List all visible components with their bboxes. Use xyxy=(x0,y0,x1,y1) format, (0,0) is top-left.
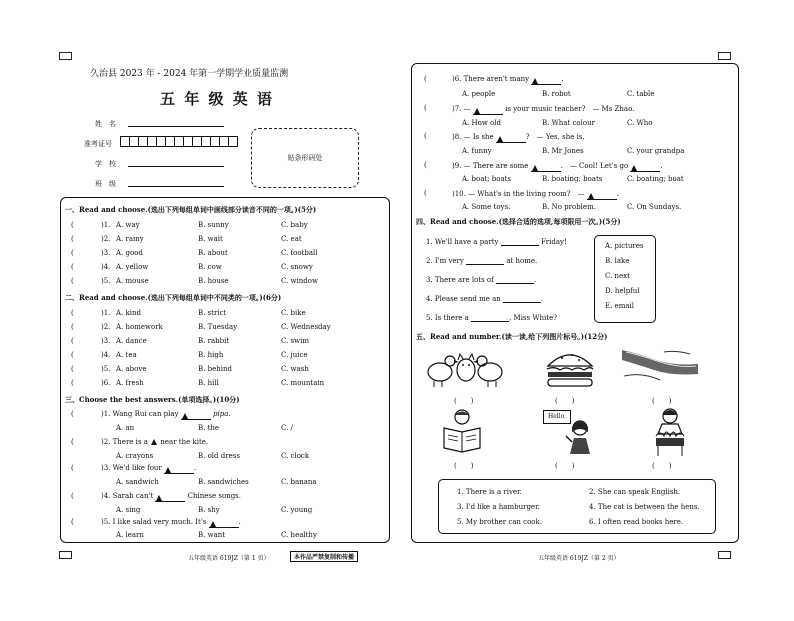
sentence-box xyxy=(438,479,716,534)
list-item: 4. Please send me an . xyxy=(426,295,544,303)
list-item: 1. We'll have a party Friday! xyxy=(426,238,567,246)
list-item: 3. There are lots of . xyxy=(426,276,537,284)
answer-paren[interactable]: ( ) xyxy=(555,462,575,470)
answer-paren[interactable]: ( ) xyxy=(652,397,672,405)
sentence-3: 3. I'd like a hamburger. xyxy=(457,503,540,511)
sentence-1: 1. There is a river. xyxy=(457,488,522,496)
hamburger-picture xyxy=(544,348,596,388)
option-email: E. email xyxy=(605,302,634,310)
section-4-title: 四、Read and choose.(选择合适的选项,每项限用一次。)(5分) xyxy=(416,217,621,226)
right-panel: ( )6. There aren't many . A. people B. robot C. table ( )7. — is your music teacher? — Ms Zhao. A. How old B. What colour C. Who ( )8. — Is she ? — Yes, she is. A. funny B. Mr Jones C. your grandpa ( )9. — There are some . — Cool! Let's go . A. boat; boats B. boating; boats C. boating; boat ( )10. — What's in the living room? — . A. Some toys. B. No problem. C. On Sundays. 四、Read and choose.(选择合适的选项,每项限用一次。)(5分) 1. We'll have a party Friday! 2. I'm very at home. 3. There are lots of . 4. Please send me an . 5. Is there a , Miss White? A. pictures B. lake C. next D. helpful E. email 五、Read and number.(读一读,给下列图片标号。)(12分) ( ) ( ) ( ) Hello. ( ) ( ) ( ) 1. There is a river. 2. She can speak English. 3. I'd like a hamburger. 4. The cat is between the hens. 5. My brother can cook. 6. I often read books here. xyxy=(411,63,739,543)
id-field[interactable] xyxy=(120,136,237,149)
registration-mark xyxy=(718,551,731,559)
option-helpful: D. helpful xyxy=(605,287,640,295)
exam-title: 久治县 2023 年 - 2024 年第一学期学业质量监测 xyxy=(90,69,289,79)
option-next: C. next xyxy=(605,272,630,280)
sentence-5: 5. My brother can cook. xyxy=(457,518,542,526)
id-label: 准考证号 xyxy=(84,140,112,148)
section-3-title: 三、Choose the best answers.(单项选择。)(10分) xyxy=(65,395,240,404)
list-item: 5. Is there a , Miss White? xyxy=(426,314,557,322)
boy-reading-picture xyxy=(436,408,486,456)
list-item: 2. I'm very at home. xyxy=(426,257,538,265)
sentence-2: 2. She can speak English. xyxy=(589,488,681,496)
section-1-title: 一、Read and choose.(选出下列每组单词中画线部分读音不同的一项。)(5分) xyxy=(65,205,317,214)
hello-speech-bubble: Hello. xyxy=(543,410,571,424)
name-field[interactable] xyxy=(128,126,224,127)
name-label: 姓 名 xyxy=(95,120,116,128)
registration-mark xyxy=(718,52,731,60)
barcode-box xyxy=(251,128,359,188)
answer-paren[interactable]: ( ) xyxy=(454,462,474,470)
option-pictures: A. pictures xyxy=(605,242,644,250)
cat-between-hens-picture xyxy=(426,346,506,388)
sentence-6: 6. I often read books here. xyxy=(589,518,684,526)
class-field[interactable] xyxy=(128,186,224,187)
section-5-title: 五、Read and number.(读一读,给下列图片标号。)(12分) xyxy=(416,332,608,341)
sentence-4: 4. The cat is between the hens. xyxy=(589,503,700,511)
school-label: 学 校 xyxy=(95,160,116,168)
answer-paren[interactable]: ( ) xyxy=(652,462,672,470)
options-box xyxy=(594,235,656,323)
barcode-label: 贴条形码处 xyxy=(287,154,323,162)
left-page-footer: 五年级英语 619JZ（第 1 页） xyxy=(188,555,270,562)
school-field[interactable] xyxy=(128,166,224,167)
river-picture xyxy=(620,346,700,386)
copyright-notice: 本作品严禁复制和传播 xyxy=(290,551,358,562)
woman-cooking-picture xyxy=(648,406,692,458)
registration-mark xyxy=(59,551,72,559)
girl-speaking-picture xyxy=(562,418,592,458)
subject-title: 五 年 级 英 语 xyxy=(160,90,274,108)
right-page-footer: 五年级英语 619JZ（第 2 页） xyxy=(538,555,620,562)
class-label: 班 级 xyxy=(95,180,116,188)
answer-paren[interactable]: ( ) xyxy=(555,397,575,405)
registration-mark xyxy=(59,52,72,60)
section-2-title: 二、Read and choose.(选出下列每组单词中不同类的一项。)(6分) xyxy=(65,293,282,302)
answer-paren[interactable]: ( ) xyxy=(454,397,474,405)
left-panel: 一、Read and choose.(选出下列每组单词中画线部分读音不同的一项。)(5分) ( )1. A. way B. sunny C. baby ( )2. A. rainy B. wait C. eat ( )3. A. good B. about C. football ( )4. A. yellow B. cow C. snowy ( )5. A. mouse B. house C. window 二、Read and choose.(选出下列每组单词中不同类的一项。)(6分) ( )1. A. kind B. strict C. bike ( )2. A. homework B. Tuesday C. Wednesday ( )3. A. dance B. rabbit C. swim ( )4. A. tea B. high C. juice ( )5. A. above B. behind C. wash ( )6. A. fresh B. hill C. mountain 三、Choose the best answers.(单项选择。)(10分) ( )1. Wang Rui can play pipa. A. an B. the C. / ( )2. There is a near the kite. A. crayons B. old dress C. clock ( )3. We'd like four . A. sandwich B. sandwiches C. banana ( )4. Sarah can't Chinese songs. A. sing B. shy C. young ( )5. I like salad very much. It's . A. learn B. want C. healthy xyxy=(60,197,390,543)
option-lake: B. lake xyxy=(605,257,630,265)
